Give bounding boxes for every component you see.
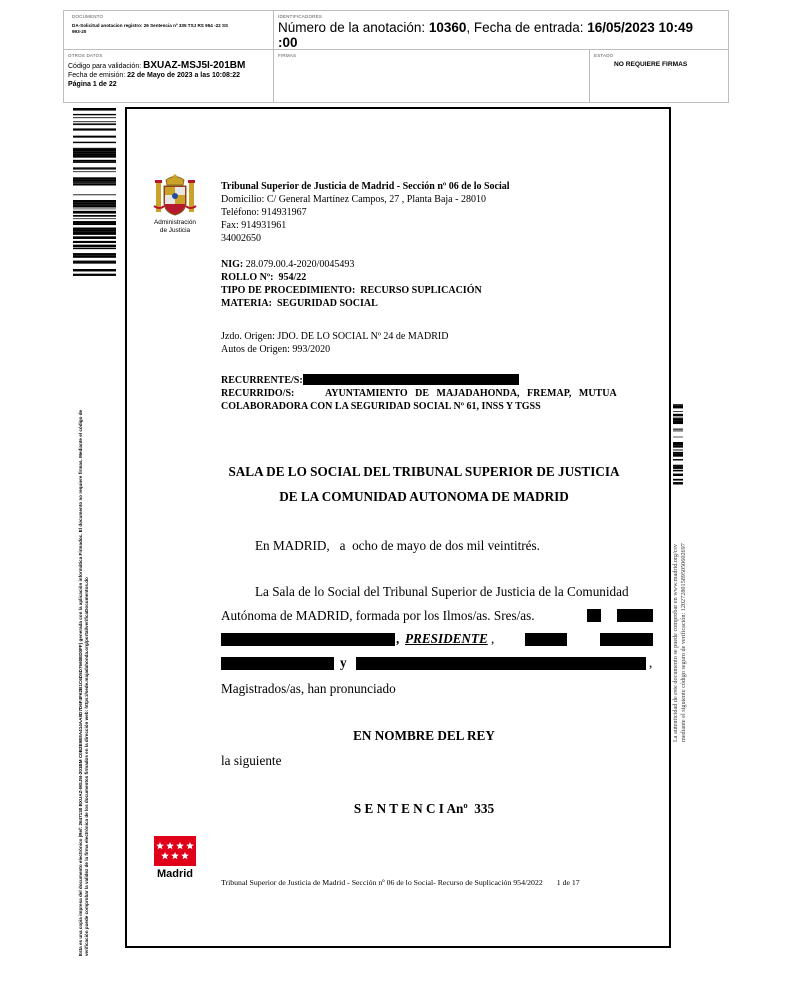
barcode-bar xyxy=(73,255,116,258)
paragraph1-line2: Autónoma de MADRID, formada por los Ilmos/as. Sres/as. xyxy=(221,608,535,623)
barcode-bar xyxy=(73,179,116,181)
barcode-bar xyxy=(73,261,116,262)
court-phone: Teléfono: 914931967 xyxy=(221,207,307,218)
barcode-bar xyxy=(673,450,683,451)
presidente-title: PRESIDENTE xyxy=(405,631,488,646)
barcode-bar xyxy=(73,168,116,169)
barcode-bar xyxy=(673,465,683,466)
barcode-bar xyxy=(73,149,116,151)
barcode-bar xyxy=(73,194,116,195)
barcode-bar xyxy=(73,221,116,223)
barcode-bar xyxy=(73,167,116,168)
redacted-name-4 xyxy=(525,633,567,646)
court-info xyxy=(221,180,661,245)
place-date: En MADRID, a ocho de mayo de dos mil veintitrés. xyxy=(255,538,540,553)
redacted-name-3 xyxy=(221,633,395,646)
sala-heading-1: SALA DE LO SOCIAL DEL TRIBUNAL SUPERIOR DE JUSTICIA xyxy=(228,464,620,479)
barcode-bar xyxy=(73,114,116,115)
barcode-bar xyxy=(73,124,116,125)
vertical-barcode-right xyxy=(673,398,683,490)
footer-page: 1 de 17 xyxy=(556,878,580,887)
emission-date: 22 de Mayo de 2023 a las 10:08:22 xyxy=(127,72,241,79)
otros-caption: OTROS DATOS xyxy=(68,53,103,58)
barcode-bar xyxy=(673,416,683,417)
barcode-bar xyxy=(73,275,116,276)
magistrados-line: Magistrados/as, han pronunciado xyxy=(221,681,396,696)
documento-text: DA-Solicitud anotacion registro: 26 Sentencia nº 335 TSJ RS 954 -22 SS 993-20 xyxy=(72,23,229,34)
barcode-bar xyxy=(673,470,683,472)
identificadores-caption: IDENTIFICADORES xyxy=(278,14,323,19)
barcode-bar xyxy=(73,209,116,210)
redacted-name-2 xyxy=(617,609,653,622)
recurrido-label: RECURRIDO/S: xyxy=(221,388,295,399)
barcode-bar xyxy=(73,156,116,158)
barcode-bar xyxy=(73,245,116,247)
barcode-bar xyxy=(73,121,116,122)
barcode-bar xyxy=(73,241,116,243)
header-estado-cell xyxy=(589,49,729,103)
juzgado-origen: Jzdo. Origen: JDO. DE LO SOCIAL Nº 24 de MADRID xyxy=(221,331,449,342)
recurrido-line2: COLABORADORA CON LA SEGURIDAD SOCIAL Nº 61, INSS Y TGSS xyxy=(221,401,541,412)
barcode-bar xyxy=(73,148,116,149)
case-info xyxy=(221,258,661,310)
admin-justicia-label: Administración de Justicia xyxy=(154,219,196,234)
barcode-bar xyxy=(73,224,116,226)
estado-value: NO REQUIERE FIRMAS xyxy=(614,61,688,68)
redacted-name-6 xyxy=(221,657,334,670)
barcode-bar xyxy=(673,431,683,432)
barcode-bar xyxy=(673,466,683,467)
barcode-bar xyxy=(73,253,116,254)
barcode-bar xyxy=(73,183,116,184)
header-documento-cell xyxy=(63,10,274,50)
barcode-bar xyxy=(673,429,683,430)
barcode-bar xyxy=(73,123,116,124)
barcode-bar xyxy=(73,233,116,235)
barcode-bar xyxy=(673,418,683,419)
barcode-bar xyxy=(673,445,683,447)
entry-date: 16/05/2023 10:49 xyxy=(587,20,694,35)
barcode-bar xyxy=(673,482,683,484)
court-address: Domicilio: C/ General Martínez Campos, 27 , Planta Baja - 28010 xyxy=(221,194,486,205)
barcode-bar xyxy=(73,162,116,163)
barcode-bar xyxy=(673,479,683,481)
court-name: Tribunal Superior de Justicia de Madrid - Sección nº 06 de lo Social xyxy=(221,181,510,192)
annotation-number: 10360 xyxy=(428,20,467,35)
barcode-bar xyxy=(73,177,116,179)
redacted-recurrente xyxy=(303,374,519,385)
barcode-bar xyxy=(73,160,116,162)
barcode-bar xyxy=(673,423,683,425)
barcode-bar xyxy=(73,171,116,172)
barcode-bar xyxy=(673,454,683,457)
line4-comma: , xyxy=(649,655,653,670)
en-nombre-del-rey: EN NOMBRE DEL REY xyxy=(353,728,495,743)
paragraph1-line1: La Sala de lo Social del Tribunal Superior de Justicia de la Comunidad xyxy=(255,584,629,599)
header-firmas-cell xyxy=(273,49,590,103)
barcode-bar xyxy=(73,218,116,219)
barcode-bar xyxy=(673,442,683,444)
presidente-comma: , xyxy=(396,631,400,646)
barcode-bar xyxy=(73,200,116,203)
barcode-bar xyxy=(673,437,683,438)
barcode-bar xyxy=(673,467,683,469)
validation-block: Código para validación: BXUAZ-MSJ5I-201BM Fecha de emisión: 22 de Mayo de 2023 a las 10:08:22 Página 1 de 22 xyxy=(68,60,246,88)
page-count: Página 1 de 22 xyxy=(68,81,117,88)
barcode-bar xyxy=(73,229,116,231)
barcode-bar xyxy=(73,142,116,143)
left-side-legal-text: Esta es una copia impresa del documento electrónico (Ref: 2647130 BXUAZ-MSJ5I-201BM C0B2E9E8A414AA8D7D6F4F62B1C6D5D7660ED0FF) generada con la aplicación informática Firmadoc. El documento no requiere firmas. Mediante el código de verificación puede comprobar la validez de la firma electrónica de los documentos firmados en la dirección web: https://sede.majadahonda.org/portal/verificaDocumentos.do xyxy=(78,409,89,956)
redacted-name-7 xyxy=(356,657,646,670)
autos-origen: Autos de Origen: 993/2020 xyxy=(221,344,331,355)
documento-caption: DOCUMENTO xyxy=(72,14,104,19)
sentencia-title: S E N T E N C I Anº 335 xyxy=(353,801,495,816)
barcode-bar xyxy=(73,182,116,183)
barcode-bar xyxy=(73,151,116,154)
barcode-bar xyxy=(73,261,116,262)
barcode-bar xyxy=(673,408,683,409)
barcode-bar xyxy=(73,269,116,271)
barcode-bar xyxy=(73,254,116,255)
barcode-bar xyxy=(673,452,683,454)
court-fax: Fax: 914931961 xyxy=(221,220,287,231)
barcode-bar xyxy=(673,421,683,423)
recurrente-label: RECURRENTE/S: xyxy=(221,375,303,386)
redacted-name-5 xyxy=(600,633,653,646)
barcode-bar xyxy=(73,248,116,250)
barcode-bar xyxy=(73,211,116,214)
barcode-bar xyxy=(73,184,116,186)
recurrido-line1: AYUNTAMIENTO DE MAJADAHONDA, FREMAP, MUTUA xyxy=(325,388,617,399)
barcode-bar xyxy=(73,203,116,204)
barcode-bar xyxy=(673,474,683,476)
barcode-bar xyxy=(73,136,116,138)
barcode-bar xyxy=(73,262,116,263)
validation-code: BXUAZ-MSJ5I-201BM xyxy=(143,60,246,71)
header-otros-cell xyxy=(63,49,274,103)
barcode-bar xyxy=(73,128,116,130)
coat-of-arms-icon xyxy=(152,172,198,218)
presidente-after: , xyxy=(491,631,495,646)
rollo-line: ROLLO Nº: 954/22 xyxy=(221,272,307,283)
barcode-bar xyxy=(73,204,116,205)
court-code: 34002650 xyxy=(221,233,261,244)
madrid-label: Madrid xyxy=(156,868,194,880)
right-side-csv-text: La autenticidad de este documento se puede comprobar en www.madrid.org/csv mediante el siguiente código seguro de verificación: 1202728015895050602697 xyxy=(672,543,687,742)
page-footer: Tribunal Superior de Justicia de Madrid - Sección nº 06 de lo Social- Recurso de Suplicación 954/2022 1 de 17 xyxy=(221,878,580,887)
barcode-bar xyxy=(73,274,116,275)
vertical-barcode xyxy=(73,108,116,276)
barcode-bar xyxy=(73,181,116,182)
madrid-stars-logo-icon xyxy=(154,836,196,866)
barcode-bar xyxy=(73,231,116,233)
and-word: y xyxy=(340,655,347,670)
origin-info xyxy=(221,330,661,356)
barcode-bar xyxy=(73,108,116,111)
barcode-bar xyxy=(73,236,116,239)
sala-heading-2: DE LA COMUNIDAD AUTONOMA DE MADRID xyxy=(279,489,569,504)
estado-caption: ESTADO xyxy=(594,53,614,58)
barcode-bar xyxy=(73,154,116,156)
barcode-bar xyxy=(673,411,683,412)
barcode-bar xyxy=(673,414,683,416)
header-identificadores-cell xyxy=(273,10,729,50)
redacted-name-1 xyxy=(587,609,601,622)
firmas-caption: FIRMAS xyxy=(278,53,297,58)
barcode-bar xyxy=(673,404,683,406)
barcode-bar xyxy=(673,419,683,421)
barcode-bar xyxy=(73,117,116,118)
barcode-bar xyxy=(73,227,116,229)
barcode-bar xyxy=(673,444,683,445)
annotation-number-line: Número de la anotación: 10360, Fecha de entrada: 16/05/2023 10:49 :00 xyxy=(278,20,694,50)
barcode-bar xyxy=(673,459,683,460)
nig-line: NIG: 28.079.00.4-2020/0045493 xyxy=(221,259,355,270)
barcode-bar xyxy=(73,205,116,207)
la-siguiente: la siguiente xyxy=(221,753,282,768)
materia-line: MATERIA: SEGURIDAD SOCIAL xyxy=(221,298,378,309)
barcode-bar xyxy=(673,406,683,408)
barcode-bar xyxy=(73,215,116,217)
tipo-line: TIPO DE PROCEDIMIENTO: RECURSO SUPLICACIÓN xyxy=(221,285,482,296)
